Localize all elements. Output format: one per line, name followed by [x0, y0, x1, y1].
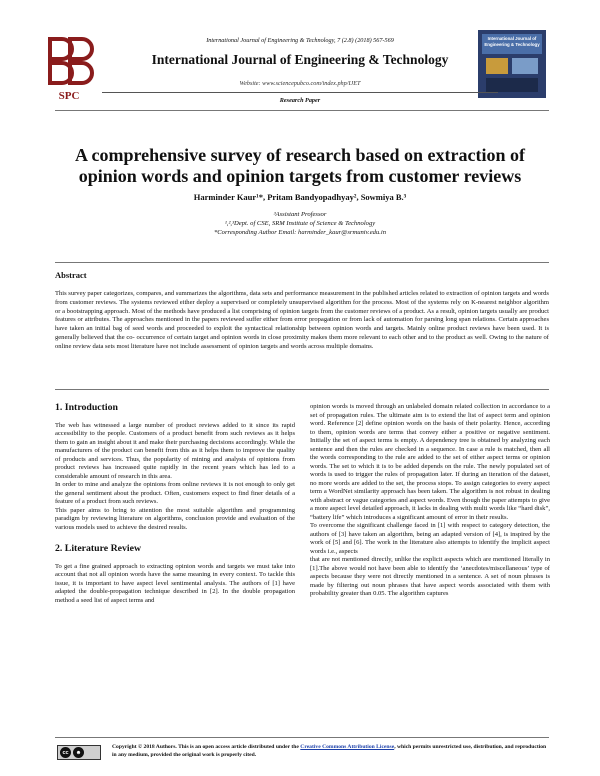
- journal-website[interactable]: Website: www.sciencepubco.com/index.php/IJET: [239, 80, 361, 87]
- literature-paragraph: that are not mentioned directly, unlike the explicit aspects which are mentioned literally in [1].The above would not have been able to identify the ‘anecdotes/miscellaneous’ type of aspects because they were not directly mentioned in a sentence. A set of noun phrases is made by filtering out noun phrases that have aspect words associated with them with probability greater than 0.05. The algorithm captures: [310, 556, 550, 597]
- literature-paragraph: opinion words is moved through an unlabeled domain related collection in accordance to a set of propagation rules. The ultimate aim is to extend the list of aspect term and opinion word. Reference [2] define opinion words on the basis of their polarity. Hence, according to them, opinion words are terms that convey either a positive or negative sentiment. Initially the set of aspect terms is empty. A dependency tree is obtained by analyzing each sentence and then the rules are checked in a sequence. In case a rule is matched, then all the words corresponding to the rule are added to the set of either aspect terms or opinion words. The set to which it is to be added depends on the rule. The newly populated set of words is used to trigger the rules of propagation later. If during an iteration of the dataset, no more words are added to the set, the process stops. To assign categories to every aspect term a WordNet similarity approach has been taken. The algorithm is not robust in dealing with abstract or vague categories and aspect words. Even though the paper attempts to give a more aspect level detailed approach, it lacks in dealing with multi words like “hard disk”, “battery life” which introduces a significant amount of error in their results.: [310, 403, 550, 521]
- journal-citation: International Journal of Engineering & Technology, 7 (2.8) (2018) 567-569: [206, 37, 394, 44]
- copyright-suffix: , which permits unrestricted use, distribution, and reproduction in any medium, provided the original work is properly cited.: [112, 744, 547, 758]
- abstract-text: This survey paper categorizes, compares, and summarizes the algorithms, data sets and performance measurement in the published articles related to extraction of opinion targets and words from customer reviews. The systems reviewed either deploy a supervised or completely unsupervised algorithm for the process. Most of the systems rely on K-nearest neighbor algorithm or a bootstrapping approach. Most of the methods have produced a list comprising of opinion targets from the customer reviews of a product. As a result, opinion targets usually are product features or attributes. The approaches mentioned in the papers reviewed suffer either from error propagation or from lack of automation for parsing long span relations. Certain approaches have taken an initial bag of seed words and proceeded to exploit the syntactical relationship between opinion words and targets. Mainly online product reviews have been used. It is generally believed that the co- occurrence of certain target and opinion words in close proximity makes them more relevant to each other and to the product as well. Owing to the nature of online review data sets most literature have not include assessment of opinion targets and words across multiple domains.: [55, 290, 549, 350]
- journal-cover-image: [478, 30, 546, 98]
- publisher-logo: [40, 33, 98, 105]
- literature-paragraph: To overcome the significant challenge faced in [1] with respect to category detection, the authors of [3] have taken an algorithm, being an adapted version of [4], is inspired by the work of [5] and [6]. The work in the literature also attempts to identify the implicit aspect words i.e., aspects: [310, 522, 550, 555]
- intro-paragraph: The web has witnessed a large number of product reviews added to it since its rapid accessibility to the people. Customers of a product benefit from such reviews as it helps them to gain an insight about it and make their purchasing decisions accordingly. While the manufacturers of the product can benefit from this as it helps them to improve the quality of products and services. Thus, the popularity of mining and analysis of opinions from product reviews has increased quite rapidly in the recent years which has led to a considerable amount of research in this area.: [55, 421, 295, 480]
- creative-commons-badge[interactable]: [57, 745, 101, 760]
- paper-type: Research Paper: [279, 97, 321, 104]
- abstract-bottom-divider: [55, 389, 549, 390]
- paper-authors: Harminder Kaur¹*, Pritam Bandyopadhyay², Sowmiya B.³: [193, 192, 407, 202]
- affiliation-dept: ¹,²,³Dept. of CSE, SRM Institute of Science & Technology: [224, 220, 376, 227]
- cover-title: International Journal of Engineering & Technology: [484, 36, 540, 47]
- copyright-prefix: Copyright © 2018 Authors. This is an open access article distributed under the: [112, 744, 301, 750]
- corresponding-author-email: *Corresponding Author Email: harminder_kaur@srmuniv.edu.in: [213, 229, 387, 236]
- header-bottom-divider: [55, 110, 549, 111]
- license-link[interactable]: Creative Commons Attribution License: [300, 744, 395, 750]
- literature-review-heading: 2. Literature Review: [55, 543, 142, 554]
- cc-logo-icon: cc: [60, 747, 71, 758]
- intro-paragraph: In order to mine and analyze the opinions from online reviews it is not enough to only get the general sentiment about the product. Often, customers expect to find finer details of a feature of a product from such reviews.: [55, 481, 295, 505]
- literature-paragraph: To get a fine grained approach to extracting opinion words and targets we must take into account that not all opinion words have the same meaning in every context. To tackle this issue, it is important to have aspect level sentimental analysis. The authors of [1] have adapted the double-propagation technique described in [2]. In the double propagation method a seed list of aspect terms and: [55, 562, 295, 604]
- left-column: [55, 404, 295, 605]
- intro-paragraph: This paper aims to bring to attention the most suitable algorithm and programming paradigm by reviewing literature on algorithms, conclusion provide and evaluation of the various models used to achieve the desired results.: [55, 506, 295, 531]
- affiliation-role: ³Assistant Professor: [273, 211, 327, 218]
- logo-text: SPC: [58, 90, 80, 102]
- introduction-heading: 1. Introduction: [55, 402, 118, 413]
- copyright-notice: [112, 743, 549, 759]
- right-column: [310, 403, 550, 599]
- footer-divider: [55, 737, 549, 738]
- abstract-heading: Abstract: [55, 270, 87, 280]
- journal-title: International Journal of Engineering & Technology: [151, 52, 449, 67]
- paper-title: A comprehensive survey of research based on extraction of opinion words and opinion targets from customer reviews: [75, 145, 525, 186]
- header-divider: [102, 92, 498, 93]
- attribution-icon: ☻: [73, 747, 84, 758]
- abstract-top-divider: [55, 262, 549, 263]
